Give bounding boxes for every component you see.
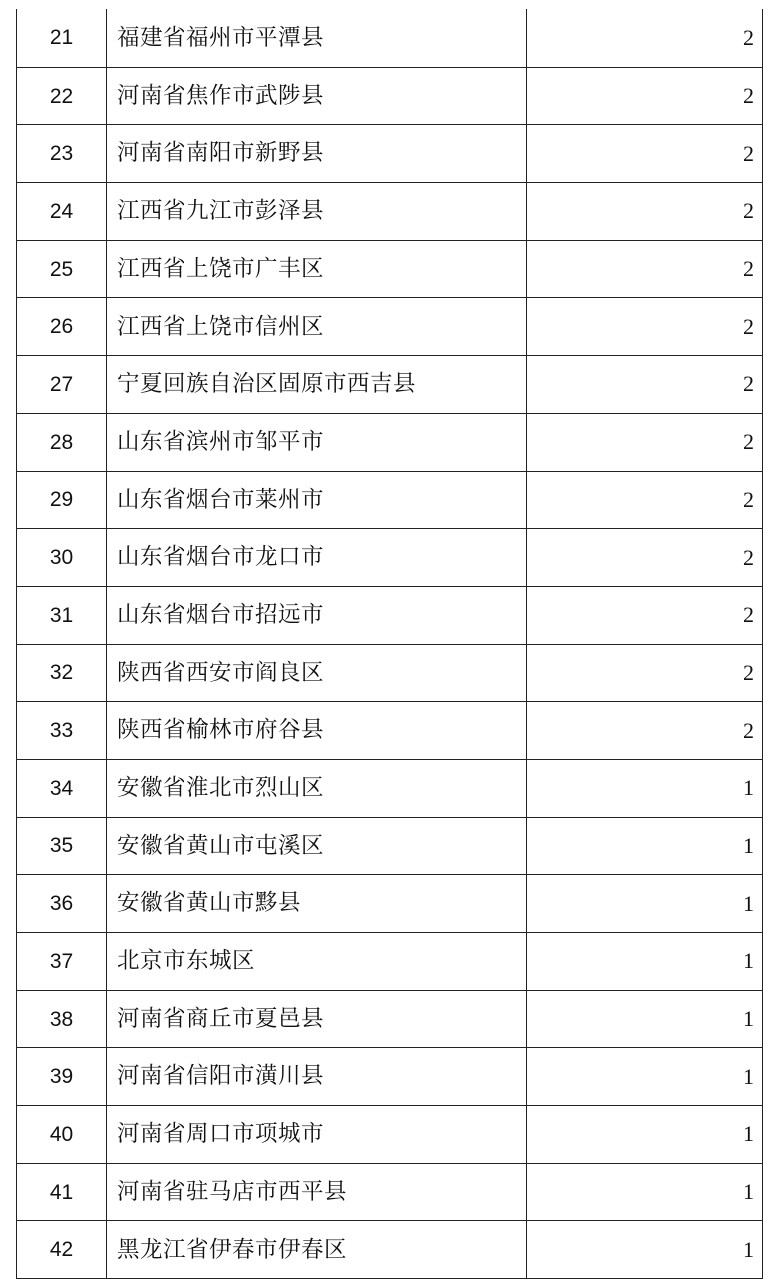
count-cell: 1	[743, 775, 754, 801]
count-cell: 2	[743, 140, 754, 166]
place-name-cell: 江西省上饶市信州区	[107, 298, 527, 355]
count-cell: 2	[743, 83, 754, 109]
row-number-cell: 32	[17, 645, 107, 702]
count-cell: 2	[743, 544, 754, 570]
row-number-cell: 37	[17, 933, 107, 990]
place-name-cell: 宁夏回族自治区固原市西吉县	[107, 356, 527, 413]
place-name-cell: 河南省商丘市夏邑县	[107, 991, 527, 1048]
row-number-cell: 31	[17, 587, 107, 644]
row-number-cell: 38	[17, 991, 107, 1048]
table-row	[17, 644, 762, 702]
table-row	[17, 413, 762, 471]
place-name-cell: 陕西省榆林市府谷县	[107, 702, 527, 759]
count-cell: 1	[743, 890, 754, 916]
count-cell: 2	[743, 717, 754, 743]
row-number-cell: 30	[17, 529, 107, 586]
data-table	[16, 9, 763, 1279]
place-name-cell: 江西省上饶市广丰区	[107, 241, 527, 298]
row-number-cell: 26	[17, 298, 107, 355]
count-cell: 2	[743, 371, 754, 397]
place-name-cell: 陕西省西安市阎良区	[107, 645, 527, 702]
table-row	[17, 355, 762, 413]
count-cell: 2	[743, 486, 754, 512]
table-row	[17, 528, 762, 586]
count-cell: 2	[743, 313, 754, 339]
count-cell: 1	[743, 1006, 754, 1032]
table-row	[17, 932, 762, 990]
table-row	[17, 874, 762, 932]
table-row	[17, 990, 762, 1048]
place-name-cell: 福建省福州市平潭县	[107, 9, 527, 67]
table-row	[17, 586, 762, 644]
place-name-cell: 安徽省黄山市屯溪区	[107, 818, 527, 875]
row-number-cell: 42	[17, 1221, 107, 1278]
row-number-cell: 28	[17, 414, 107, 471]
count-cell: 1	[743, 1121, 754, 1147]
table-row	[17, 1220, 762, 1278]
table-row	[17, 759, 762, 817]
row-number-cell: 25	[17, 241, 107, 298]
row-number-cell: 23	[17, 125, 107, 182]
count-cell: 2	[743, 198, 754, 224]
place-name-cell: 黑龙江省伊春市伊春区	[107, 1221, 527, 1278]
count-cell: 2	[743, 602, 754, 628]
row-number-cell: 29	[17, 472, 107, 529]
place-name-cell: 河南省驻马店市西平县	[107, 1164, 527, 1221]
table-row	[17, 817, 762, 875]
count-cell: 1	[743, 1063, 754, 1089]
table-row	[17, 9, 762, 67]
place-name-cell: 安徽省黄山市黟县	[107, 875, 527, 932]
place-name-cell: 山东省烟台市招远市	[107, 587, 527, 644]
place-name-cell: 河南省信阳市潢川县	[107, 1048, 527, 1105]
place-name-cell: 河南省焦作市武陟县	[107, 68, 527, 125]
row-number-cell: 21	[17, 9, 107, 67]
row-number-cell: 33	[17, 702, 107, 759]
count-cell: 1	[743, 832, 754, 858]
count-cell: 2	[743, 24, 754, 50]
table-row	[17, 701, 762, 759]
table-row	[17, 471, 762, 529]
row-number-cell: 35	[17, 818, 107, 875]
place-name-cell: 山东省烟台市莱州市	[107, 472, 527, 529]
table-row	[17, 1047, 762, 1105]
table-row	[17, 182, 762, 240]
place-name-cell: 山东省滨州市邹平市	[107, 414, 527, 471]
place-name-cell: 山东省烟台市龙口市	[107, 529, 527, 586]
place-name-cell: 北京市东城区	[107, 933, 527, 990]
count-cell: 1	[743, 1179, 754, 1205]
place-name-cell: 江西省九江市彭泽县	[107, 183, 527, 240]
table-row	[17, 297, 762, 355]
count-cell: 1	[743, 948, 754, 974]
row-number-cell: 34	[17, 760, 107, 817]
place-name-cell: 河南省周口市项城市	[107, 1106, 527, 1163]
row-number-cell: 40	[17, 1106, 107, 1163]
place-name-cell: 安徽省淮北市烈山区	[107, 760, 527, 817]
table-row	[17, 1105, 762, 1163]
row-number-cell: 22	[17, 68, 107, 125]
table-row	[17, 124, 762, 182]
table-row	[17, 1163, 762, 1221]
count-cell: 1	[743, 1236, 754, 1262]
count-cell: 2	[743, 256, 754, 282]
table-row	[17, 67, 762, 125]
count-cell: 2	[743, 659, 754, 685]
table-row	[17, 240, 762, 298]
row-number-cell: 27	[17, 356, 107, 413]
count-cell: 2	[743, 429, 754, 455]
row-number-cell: 24	[17, 183, 107, 240]
row-number-cell: 41	[17, 1164, 107, 1221]
row-number-cell: 39	[17, 1048, 107, 1105]
place-name-cell: 河南省南阳市新野县	[107, 125, 527, 182]
row-number-cell: 36	[17, 875, 107, 932]
